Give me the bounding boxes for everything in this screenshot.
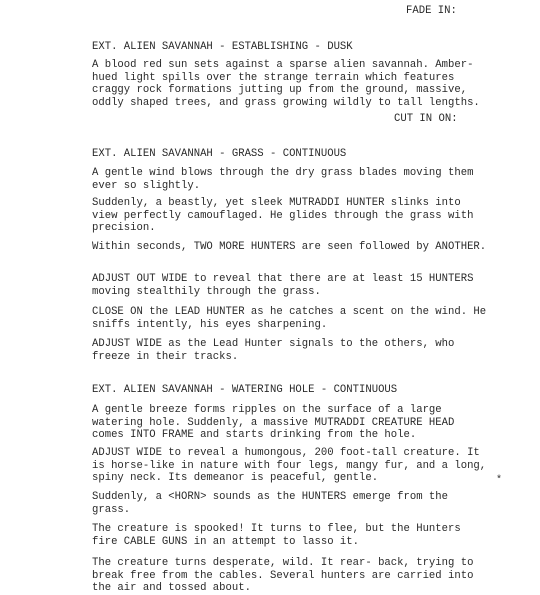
scene-heading-watering-hole: EXT. ALIEN SAVANNAH - WATERING HOLE - CONTINUOUS (92, 384, 398, 396)
action-paragraph: Within seconds, TWO MORE HUNTERS are seen followed by ANOTHER. (92, 241, 487, 253)
transition-fade-in: FADE IN: (406, 5, 457, 17)
action-paragraph: CLOSE ON the LEAD HUNTER as he catches a scent on the wind. He sniffs intently, his eyes sharpening. (92, 306, 487, 331)
action-paragraph: A gentle breeze forms ripples on the surface of a large watering hole. Suddenly, a massive MUTRADDI CREATURE HEAD comes INTO FRAME and starts drinking from the hole. (92, 404, 455, 442)
action-paragraph: The creature is spooked! It turns to flee, but the Hunters fire CABLE GUNS in an attempt to lasso it. (92, 523, 461, 548)
action-paragraph: ADJUST OUT WIDE to reveal that there are at least 15 HUNTERS moving stealthily through the grass. (92, 273, 474, 298)
action-paragraph: Suddenly, a beastly, yet sleek MUTRADDI HUNTER slinks into view perfectly camouflaged. He glides through the grass with precision. (92, 197, 474, 235)
action-paragraph: A gentle wind blows through the dry grass blades moving them ever so slightly. (92, 167, 474, 192)
action-paragraph: ADJUST WIDE to reveal a humongous, 200 foot-tall creature. It is horse-like in nature with four legs, mangy fur, and a long, spiny neck. Its demeanor is peaceful, gentle. (92, 447, 487, 485)
action-paragraph: Suddenly, a <HORN> sounds as the HUNTERS emerge from the grass. (92, 491, 449, 516)
scene-heading-grass: EXT. ALIEN SAVANNAH - GRASS - CONTINUOUS (92, 148, 347, 160)
action-paragraph: The creature turns desperate, wild. It rear- back, trying to break free from the cables. Several hunters are carried into the air and tossed about. (92, 557, 474, 595)
scene-heading-establishing: EXT. ALIEN SAVANNAH - ESTABLISHING - DUSK (92, 41, 353, 53)
revision-asterisk: * (496, 475, 503, 486)
transition-cut-in-on: CUT IN ON: (394, 113, 458, 125)
action-paragraph: ADJUST WIDE as the Lead Hunter signals to the others, who freeze in their tracks. (92, 338, 455, 363)
action-paragraph: A blood red sun sets against a sparse alien savannah. Amber-hued light spills over the strange terrain which features craggy rock formations jutting up from the ground, massive, oddly shaped trees, and grass growing wildly to tall lengths. (92, 59, 480, 109)
